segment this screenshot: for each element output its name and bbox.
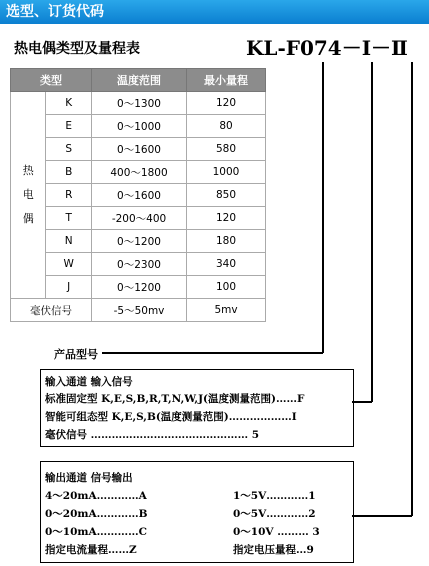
range-cell: 0～1200 [92,276,187,299]
range-cell: 0～1000 [92,115,187,138]
min-range-cell: 180 [187,230,266,253]
range-cell: 0～2300 [92,253,187,276]
table-row [11,161,266,184]
section-header-title: 选型、订货代码 [6,4,104,20]
output-voltage-option: 0～10V ……… 3 [233,526,320,538]
range-cell: -200～400 [92,207,187,230]
section-header [0,0,429,24]
input-box-title: 输入通道 输入信号 [45,376,133,388]
table-row [11,138,266,161]
output-voltage-option: 0～5V…………2 [233,508,316,520]
input-option-line: 智能可组态型 K,E,S,B(温度测量范围)………………I [45,411,297,423]
header-temp-range: 温度范围 [92,69,187,92]
output-current-option: 0～20mA…………B [45,508,148,520]
table-row [11,92,266,115]
model-code: KL-F074－Ⅰ－Ⅱ [246,36,408,60]
output-voltage-option: 指定电压量程…9 [233,544,314,556]
type-cell: W [46,253,92,276]
output-current-option: 指定电流量程……Z [45,544,137,556]
input-option-line: 标准固定型 K,E,S,B,R,T,N,W,J(温度测量范围)……F [45,393,305,405]
thermocouple-range-table [10,68,266,322]
type-cell: K [46,92,92,115]
type-cell: E [46,115,92,138]
thermocouple-group-label: 热 电 偶 [11,92,46,299]
type-cell: R [46,184,92,207]
mv-range-cell: -5～50mv [92,299,187,322]
output-current-option: 4～20mA…………A [45,490,147,502]
output-box-title: 输出通道 信号输出 [45,472,133,484]
type-cell: B [46,161,92,184]
table-row [11,207,266,230]
min-range-cell: 100 [187,276,266,299]
type-cell: S [46,138,92,161]
type-cell: J [46,276,92,299]
output-current-option: 0～10mA…………C [45,526,148,538]
mv-type-cell: 毫伏信号 [11,299,92,322]
min-range-cell: 120 [187,207,266,230]
range-cell: 0～1600 [92,184,187,207]
header-type: 类型 [11,69,92,92]
header-min-range: 最小量程 [187,69,266,92]
min-range-cell: 850 [187,184,266,207]
min-range-cell: 1000 [187,161,266,184]
table-row [11,253,266,276]
range-cell: 0～1300 [92,92,187,115]
type-cell: N [46,230,92,253]
min-range-cell: 340 [187,253,266,276]
table-row [11,115,266,138]
output-options-box [40,461,354,563]
range-cell: 400～1800 [92,161,187,184]
min-range-cell: 80 [187,115,266,138]
min-range-cell: 120 [187,92,266,115]
product-model-label: 产品型号 [54,348,98,361]
input-options-box [40,369,354,447]
mv-min-cell: 5mv [187,299,266,322]
input-option-line: 毫伏信号 ……………………………………… 5 [45,429,260,441]
table-row [11,276,266,299]
table-row [11,299,266,322]
table-title: 热电偶类型及量程表 [14,41,140,57]
table-row [11,184,266,207]
min-range-cell: 580 [187,138,266,161]
range-cell: 0～1600 [92,138,187,161]
type-cell: T [46,207,92,230]
table-row [11,230,266,253]
output-voltage-option: 1～5V…………1 [233,490,316,502]
range-cell: 0～1200 [92,230,187,253]
